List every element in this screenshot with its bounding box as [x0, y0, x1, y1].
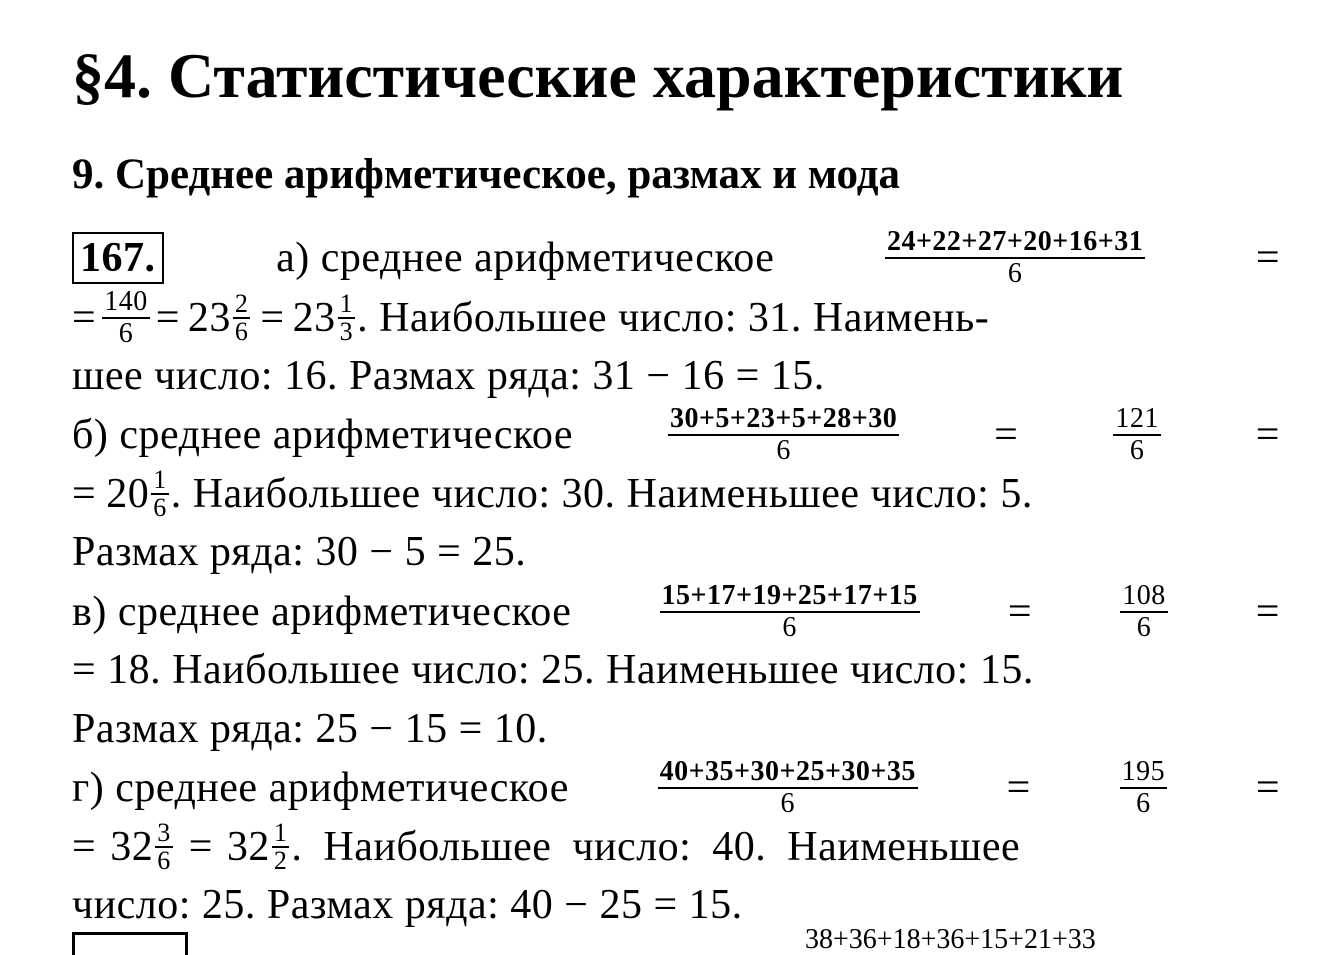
part-b-line-2-text: . Наибольшее число: 30. Наименьшее число: 5.	[170, 471, 1033, 517]
equals-sign: =	[1006, 765, 1031, 811]
fraction-numerator: 3	[157, 818, 171, 847]
mixed-fraction	[151, 467, 169, 521]
part-b-mixed-number	[106, 466, 171, 522]
problem-v-line-2: = 18. Наибольшее число: 25. Наименьшее число: 15.	[72, 647, 1034, 693]
fraction-numerator: 108	[1122, 580, 1166, 611]
part-b-sum-fraction	[668, 404, 899, 466]
part-g-mixed-number-1	[110, 819, 175, 875]
part-v-sum-fraction	[660, 581, 920, 643]
equals-sign: =	[188, 824, 213, 870]
equals-sign: =	[260, 295, 285, 341]
mixed-fraction	[233, 291, 251, 345]
problem-a-line-3: шее число: 16. Размах ряда: 31 − 16 = 15.	[72, 353, 825, 399]
fraction-numerator: 195	[1121, 756, 1166, 787]
part-v-label: в) среднее арифметическое	[72, 589, 572, 635]
problem-a-line-1	[72, 226, 1280, 289]
mixed-whole: 20	[106, 471, 150, 517]
fraction-numerator: 40+35+30+25+30+35	[659, 756, 916, 787]
fraction-numerator: 1	[273, 818, 288, 847]
next-problem-fraction-partial: 38+36+18+36+15+21+33	[805, 924, 1096, 955]
next-problem-number-box	[72, 932, 188, 955]
problem-g-line-3: число: 25. Размах ряда: 40 − 25 = 15.	[72, 882, 743, 928]
part-g-label: г) среднее арифметическое	[72, 765, 569, 811]
mixed-fraction	[155, 820, 173, 874]
problem-number: 167.	[72, 232, 164, 284]
fraction-numerator: 2	[234, 289, 249, 318]
problem-a-line-2	[72, 286, 1280, 349]
equals-sign: =	[72, 824, 97, 870]
fraction-numerator: 24+22+27+20+16+31	[886, 226, 1144, 257]
problem-v-line-1	[72, 580, 1280, 643]
equals-sign: =	[1007, 589, 1033, 635]
mixed-whole: 23	[187, 295, 231, 341]
mixed-fraction	[272, 820, 290, 874]
fraction-denominator: 6	[776, 435, 791, 466]
mixed-whole: 32	[226, 824, 270, 870]
equals-sign: =	[1255, 235, 1280, 281]
part-g-result-fraction	[1120, 757, 1168, 819]
problem-g-line-2	[72, 819, 1280, 875]
part-a-mixed-number-2	[293, 290, 358, 346]
fraction-denominator: 6	[1136, 612, 1152, 643]
fraction-denominator: 6	[780, 788, 795, 819]
equals-sign: =	[72, 295, 97, 341]
mixed-whole: 32	[110, 824, 154, 870]
part-a-line-2-text: . Наибольшее число: 31. Наимень-	[357, 295, 990, 341]
fraction-numerator: 140	[104, 286, 148, 317]
chapter-title: §4. Статистические характеристики	[72, 40, 1124, 111]
problem-b-line-3: Размах ряда: 30 − 5 = 25.	[72, 529, 527, 575]
fraction-denominator: 6	[1007, 258, 1023, 289]
fraction-numerator: 30+5+23+5+28+30	[669, 403, 898, 434]
mixed-whole: 23	[292, 295, 336, 341]
equals-sign: =	[72, 471, 97, 517]
fraction-numerator: 1	[339, 289, 354, 318]
problem-b-line-2	[72, 466, 1280, 522]
part-v-result-fraction	[1120, 581, 1168, 643]
fraction-denominator: 6	[118, 318, 134, 349]
fraction-denominator: 6	[157, 846, 171, 875]
fraction-numerator: 1	[153, 465, 167, 494]
section-title: 9. Среднее арифметическое, размах и мода	[72, 151, 900, 198]
equals-sign: =	[1255, 589, 1280, 635]
part-a-mixed-number-1	[188, 290, 253, 346]
part-g-line-2-text: . Наибольшее число: 40. Наименьшее	[291, 824, 1021, 870]
fraction-denominator: 2	[273, 846, 288, 875]
problem-v-line-3: Размах ряда: 25 − 15 = 10.	[72, 706, 548, 752]
problem-b-line-1	[72, 403, 1280, 466]
part-a-result-fraction	[102, 287, 150, 349]
equals-sign: =	[155, 295, 180, 341]
part-g-sum-fraction	[658, 757, 918, 819]
part-g-mixed-number-2	[227, 819, 292, 875]
part-a-label: а) среднее арифметическое	[276, 235, 775, 281]
problem-g-line-1	[72, 756, 1280, 819]
equals-sign: =	[994, 412, 1019, 458]
fraction-numerator: 15+17+19+25+17+15	[661, 580, 918, 611]
fraction-denominator: 6	[1136, 788, 1151, 819]
part-b-label: б) среднее арифметическое	[72, 412, 573, 458]
fraction-denominator: 6	[782, 612, 797, 643]
fraction-denominator: 6	[1129, 435, 1145, 466]
equals-sign: =	[1255, 765, 1280, 811]
fraction-denominator: 6	[234, 317, 249, 346]
mixed-fraction	[338, 291, 356, 345]
fraction-numerator: 121	[1115, 403, 1159, 434]
equals-sign: =	[1255, 412, 1280, 458]
fraction-denominator: 3	[339, 317, 354, 346]
part-a-sum-fraction	[885, 227, 1145, 289]
part-b-result-fraction	[1113, 404, 1161, 466]
fraction-denominator: 6	[153, 493, 167, 522]
